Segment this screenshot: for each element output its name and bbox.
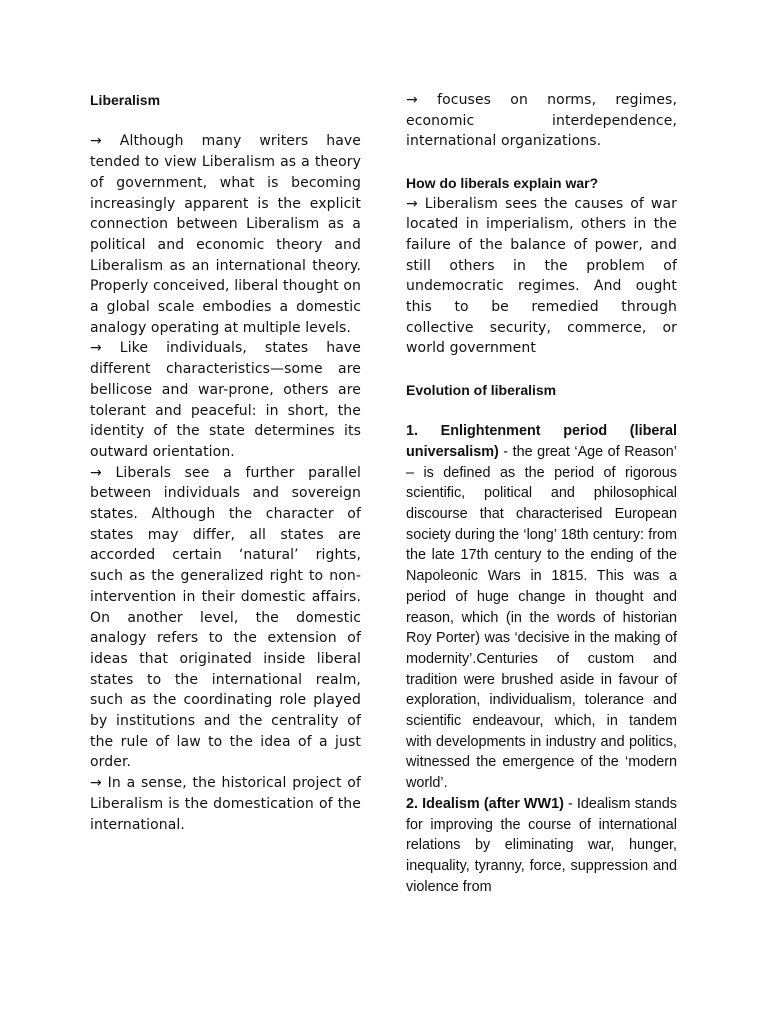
paragraph: → In a sense, the historical project of Liberalism is the domestication of the international. (90, 775, 361, 833)
war-paragraph: → Liberalism sees the causes of war located in imperialism, others in the failure of the balance of power, and still others in the problem of undemocratic regimes. And ought this to be remedied through collective security, commerce, or world government (406, 195, 677, 357)
spacer (406, 359, 677, 380)
intro-paragraph: → focuses on norms, regimes, economic interdependence, international organizations. (406, 92, 677, 150)
right-column (406, 90, 677, 897)
paragraph: → Liberals see a further parallel between individuals and sovereign states. Although the character of states may differ, all states are accorded certain ‘natural’ rights, such as the generalized right to non-intervention in their domestic affairs. On another level, the domestic analogy refers to the extension of ideas that originated inside liberal states to the international realm, such as the coordinating role played by institutions and the centrality of the rule of law to the idea of a just order. (90, 464, 361, 771)
evolution-item-label: 1. Enlightenment period (liberal universalism) (406, 423, 677, 460)
spacer (406, 401, 677, 422)
evolution-item-text: - the great ‘Age of Reason’ – is defined as the period of rigorous scientific, political and philosophical discourse that characterised European society during the ‘long’ 18th century: from the late 17th century to the ending of the Napoleonic Wars in 1815. This was a period of huge change in thought and reason, which (in the words of historian Roy Porter) was ‘decisive in the making of modernity’.Centuries of custom and tradition were brushed aside in favour of exploration, individualism, tolerance and scientific endeavour, which, in tandem with developments in industry and politics, witnessed the emergence of the ‘modern world’. (406, 443, 677, 792)
paragraph: → Although many writers have tended to view Liberalism as a theory of government, what is becoming increasingly apparent is the explicit connection between Liberalism as a political and economic theory and Liberalism as an international theory. Properly conceived, liberal thought on a global scale embodies a domestic analogy operating at multiple levels. (90, 133, 361, 336)
evolution-item (406, 421, 677, 794)
section-heading-evolution: Evolution of liberalism (406, 381, 557, 398)
evolution-item-text: - Idealism stands for improving the course of international relations by eliminating war, hunger, inequality, tyranny, force, suppression and violence from (406, 795, 677, 895)
section-heading-war: How do liberals explain war? (406, 174, 599, 191)
page-title: Liberalism (90, 92, 161, 108)
paragraph: → Like individuals, states have different characteristics—some are bellicose and war-prone, others are tolerant and peaceful: in short, the identity of the state determines its outward orientation. (90, 340, 361, 460)
evolution-item-label: 2. Idealism (after WW1) (406, 795, 564, 812)
left-column (90, 90, 361, 835)
spacer (406, 152, 677, 173)
evolution-item (406, 794, 677, 898)
